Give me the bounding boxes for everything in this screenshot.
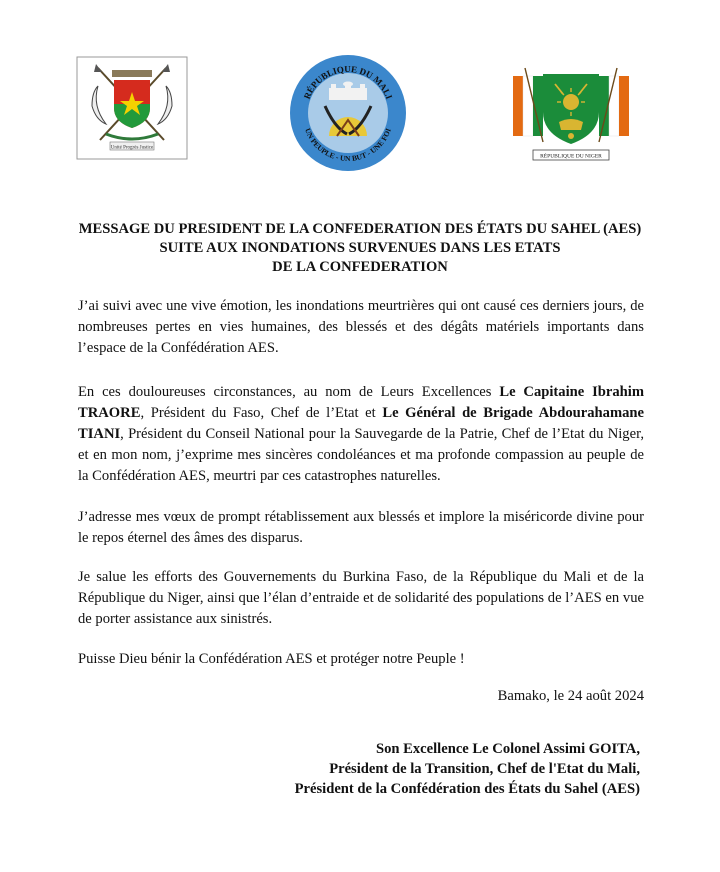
paragraph-5: Puisse Dieu bénir la Confédération AES et protéger notre Peuple ! [78, 651, 465, 667]
paragraph-2-part-3: , Président du Conseil National pour la Sauvegarde de la Patrie, Chef de l’Etat du Niger, et en mon nom, j’exprime mes sincères condoléances et ma profonde compassion au peuple de la Confédération AES, meurtri par ces catastrophes naturelles. [78, 426, 644, 484]
niger-coat-of-arms [503, 62, 639, 166]
signature-line-1: Son Excellence Le Colonel Assimi GOITA, [375, 741, 640, 757]
burkina-faso-coat-of-arms [76, 56, 188, 160]
mali-coat-of-arms [289, 54, 407, 172]
name-traore: Le Capitaine Ibrahim TRAORE [78, 384, 645, 421]
signature-line-2: Président de la Transition, Chef de l'Etat du Mali, [329, 761, 640, 777]
name-tiani: Le Général de Brigade Abdourahamane TIANI [78, 405, 644, 442]
niger-emblem-icon [503, 62, 639, 166]
paragraph-4: Je salue les efforts des Gouvernements du Burkina Faso, de la République du Mali et de la République du Niger, ainsi que l’élan d’entraide et de solidarité des populations de l’AES en vue de porter assistance aux sinistrés. [78, 569, 644, 627]
title-line-2: SUITE AUX INONDATIONS SURVENUES DANS LES ETATS [159, 240, 561, 256]
mali-emblem-icon [289, 54, 407, 172]
signature-block [220, 739, 640, 799]
paragraph-2-part-2: , Président du Faso, Chef de l’Etat et [140, 405, 383, 421]
signature-line-3: Président de la Confédération des États du Sahel (AES) [294, 781, 640, 797]
paragraph-1: J’ai suivi avec une vive émotion, les inondations meurtrières qui ont causé ces derniers jours, de nombreuses pertes en vies humaines, des blessés et des dégâts matériels importants dans l’espace de la Confédération AES. [78, 298, 644, 356]
niger-motto: RÉPUBLIQUE DU NIGER [540, 153, 602, 160]
title-line-3: DE LA CONFEDERATION [272, 259, 448, 275]
paragraph-3: J’adresse mes vœux de prompt rétablissement aux blessés et implore la miséricorde divine pour le repos éternel des âmes des disparus. [78, 509, 644, 546]
document-title [40, 220, 680, 277]
bf-motto: Unité Progrès Justice [110, 145, 154, 151]
mali-seal-top-text: RÉPUBLIQUE DU MALI [301, 63, 395, 101]
title-line-1: MESSAGE DU PRESIDENT DE LA CONFEDERATION DES ÉTATS DU SAHEL (AES) [78, 221, 642, 237]
date-place: Bamako, le 24 août 2024 [497, 688, 644, 704]
paragraph-2-part-1: En ces douloureuses circonstances, au nom de Leurs Excellences [78, 384, 500, 400]
mali-seal-bottom-text: UN PEUPLE - UN BUT - UNE FOI [303, 126, 393, 164]
paragraph-2 [78, 382, 644, 487]
burkina-faso-emblem-icon [76, 56, 188, 160]
